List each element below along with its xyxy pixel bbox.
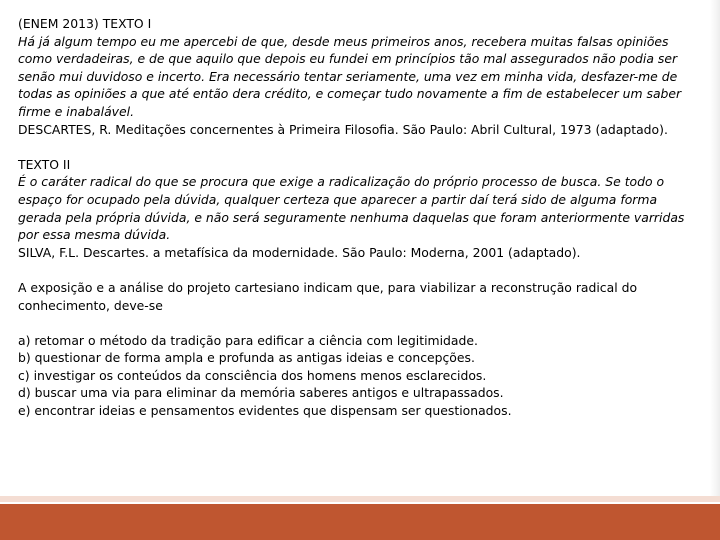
text2-header: TEXTO II — [18, 156, 71, 172]
text2-line: É o caráter radical do que se procura que exige a radicalização do próprio processo de busca. Se todo o — [18, 174, 665, 190]
text1-header: (ENEM 2013) TEXTO I — [18, 16, 152, 31]
option-b: b) questionar de forma ampla e profunda as antigas ideias e concepções. — [18, 350, 475, 366]
text2-source: SILVA, F.L. Descartes. a metafísica da modernidade. São Paulo: Moderna, 2001 (adaptado). — [18, 244, 581, 260]
option-e: e) encontrar ideias e pensamentos evidentes que dispensam ser questionados. — [18, 403, 512, 419]
option-d: d) buscar uma via para eliminar da memória saberes antigos e ultrapassados. — [18, 385, 504, 401]
spacer — [18, 138, 714, 156]
text1-line: Há já algum tempo eu me apercebi de que, desde meus primeiros anos, recebera muitas falsas opiniões — [18, 33, 669, 49]
text1-line: senão mui duvidoso e incerto. Era necessário tentar seriamente, uma vez em minha vida, desfazer-me de — [18, 68, 678, 84]
question-line: A exposição e a análise do projeto cartesiano indicam que, para viabilizar a reconstrução radical do — [18, 279, 638, 295]
slide-content — [18, 15, 714, 420]
question-line: conhecimento, deve-se — [18, 297, 163, 313]
option-a: a) retomar o método da tradição para edificar a ciência com legitimidade. — [18, 332, 478, 348]
text1-line: firme e inabalável. — [18, 103, 135, 119]
footer-band — [0, 504, 720, 540]
text1-line: como verdadeiras, e de que aquilo que depois eu fundei em princípios tão mal assegurados não podia ser — [18, 51, 678, 67]
spacer — [18, 261, 714, 279]
text2-line: por essa mesma dúvida. — [18, 227, 171, 243]
footer-accent-line — [0, 496, 720, 502]
text2-line: gerada pela própria dúvida, e não será seguramente nenhuma daquelas que foram anteriormente varridas — [18, 209, 685, 225]
spacer — [18, 314, 714, 332]
option-c: c) investigar os conteúdos da consciência dos homens menos esclarecidos. — [18, 367, 487, 383]
text2-line: espaço for ocupado pela dúvida, qualquer certeza que aparecer a partir daí terá sido de alguma forma — [18, 191, 658, 207]
text1-line: todas as opiniões a que até então dera crédito, e começar tudo novamente a fim de estabelecer um saber — [18, 86, 682, 102]
text1-source: DESCARTES, R. Meditações concernentes à Primeira Filosofia. São Paulo: Abril Cultural, 1973 (adaptado). — [18, 121, 668, 137]
